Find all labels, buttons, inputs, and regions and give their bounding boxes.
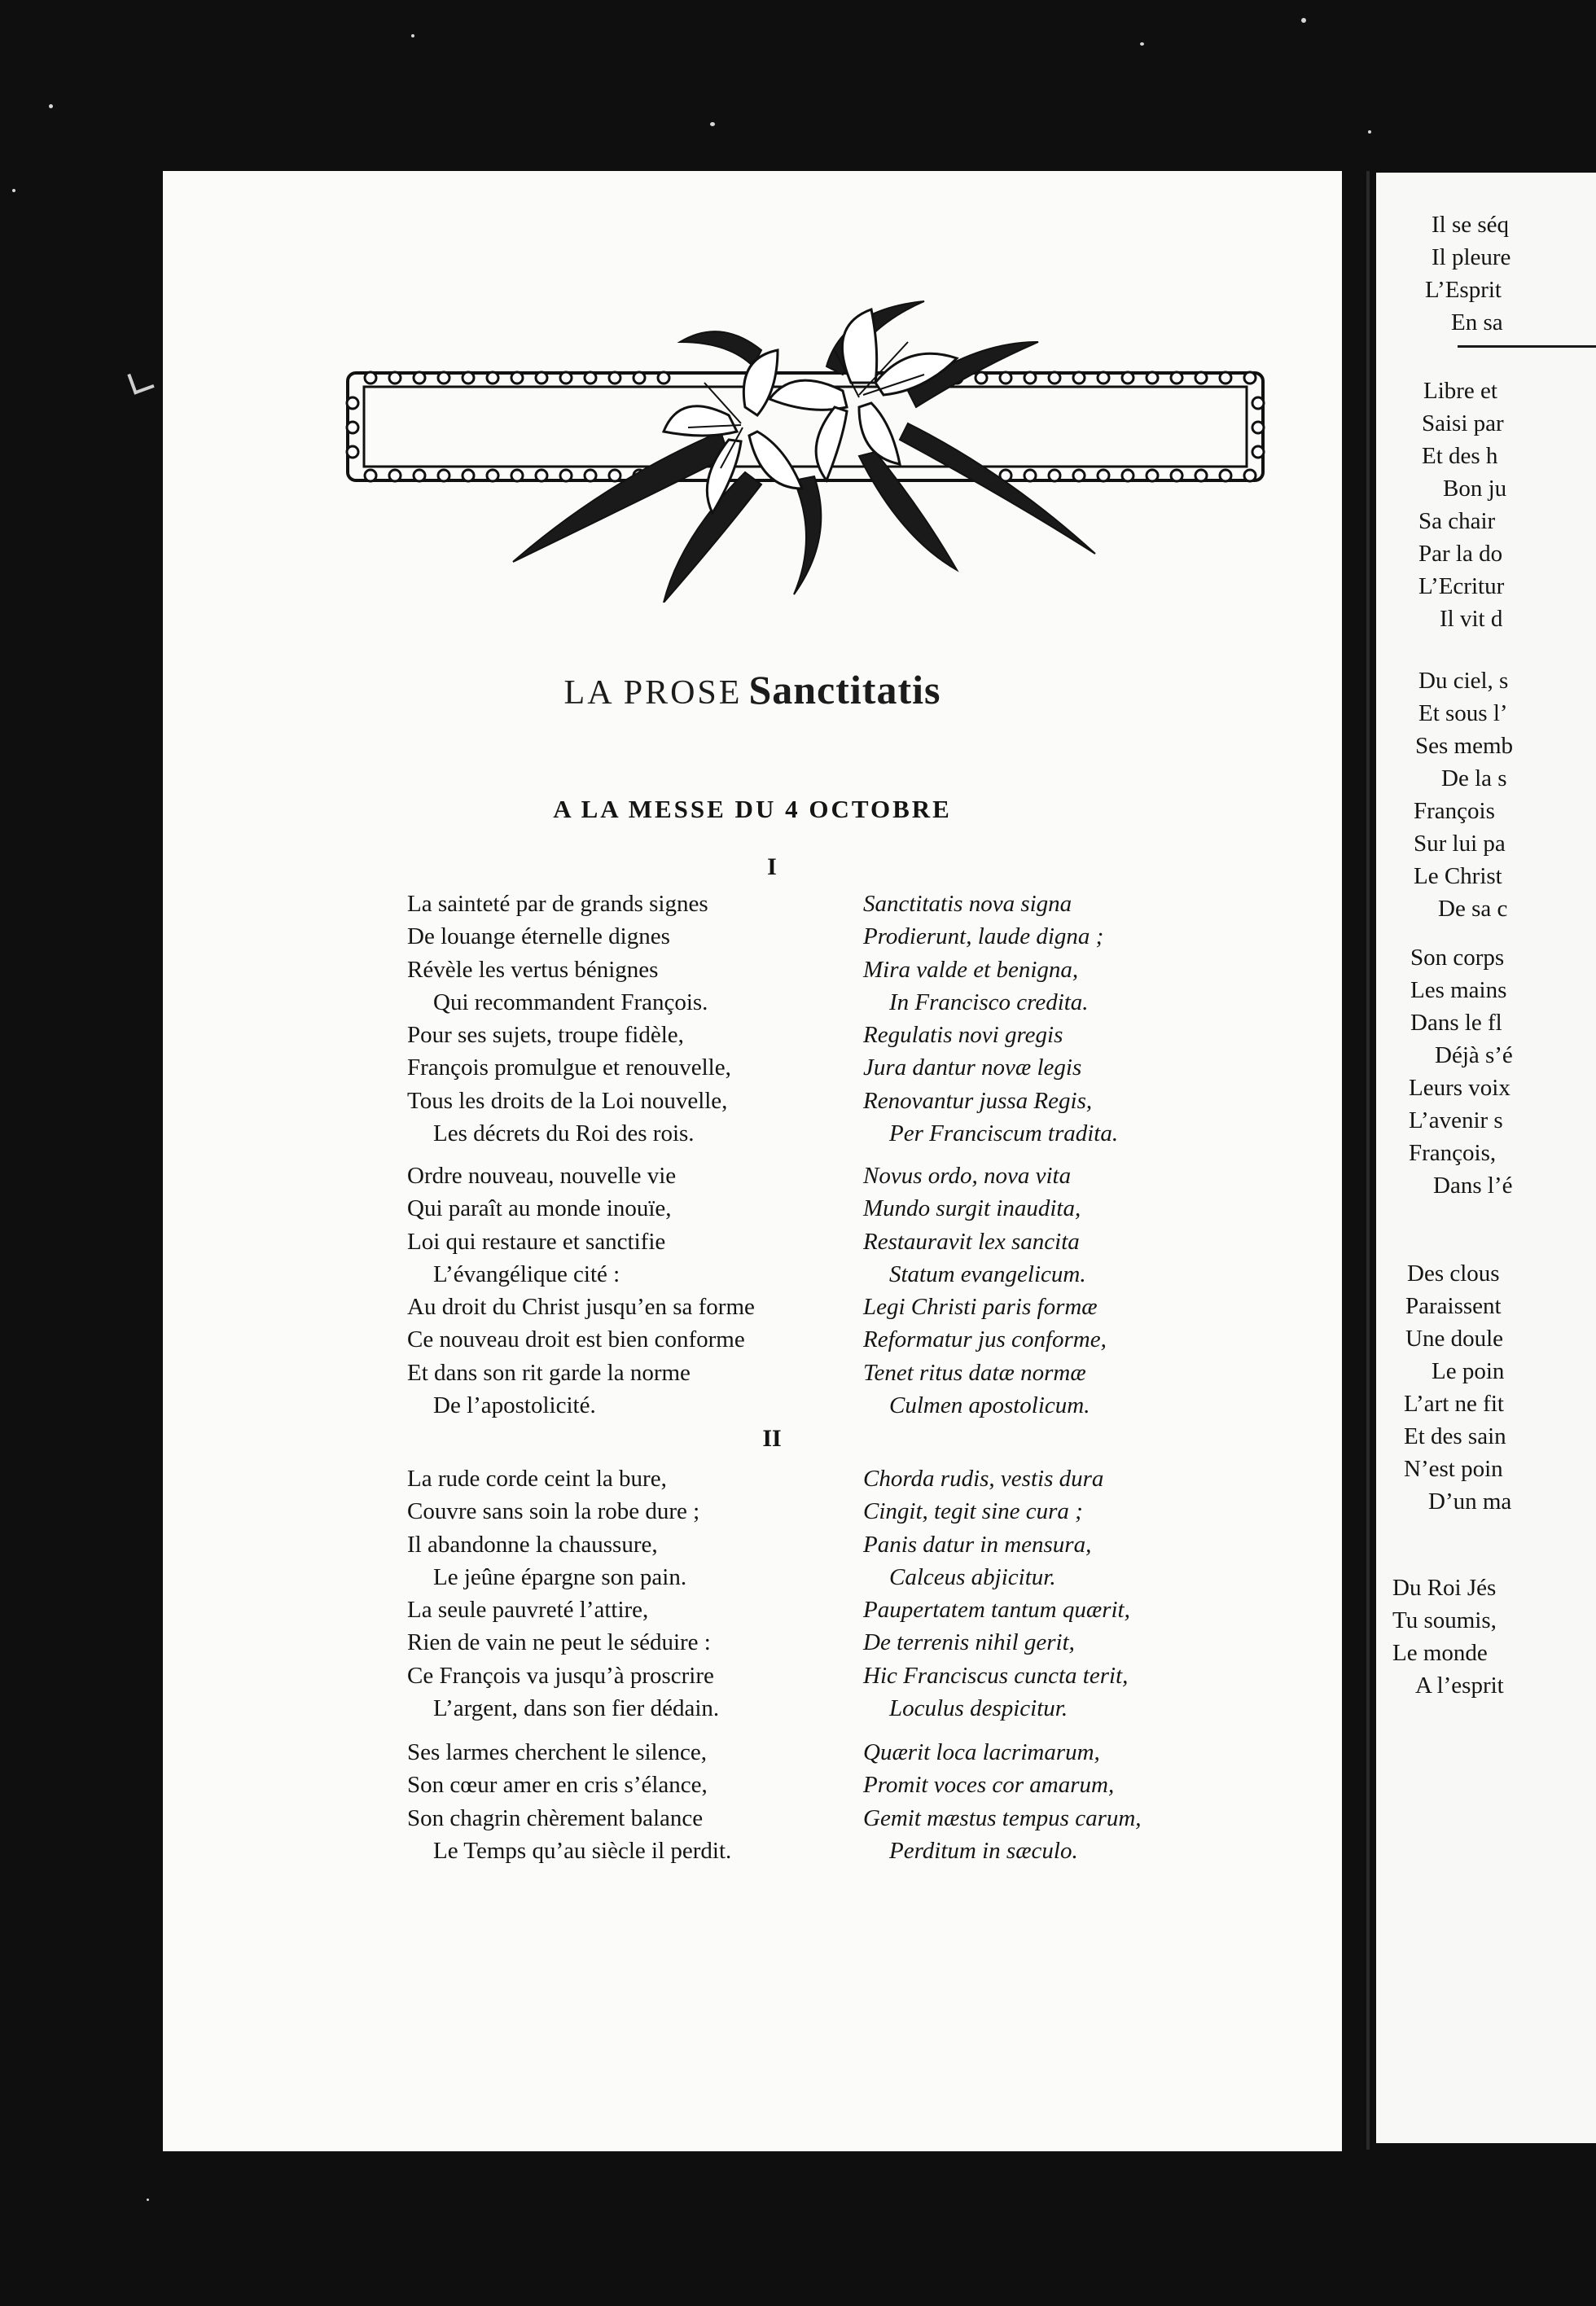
verse-line bbox=[407, 1659, 1319, 1692]
verse-line bbox=[407, 1258, 1319, 1291]
right-page-line: Dans l’é bbox=[1433, 1173, 1513, 1199]
right-page-line: Les mains bbox=[1410, 977, 1507, 1003]
latin-verse: De terrenis nihil gerit, bbox=[863, 1629, 1075, 1656]
right-page-line: Tu soumis, bbox=[1392, 1607, 1497, 1633]
right-page-line: Du Roi Jés bbox=[1392, 1575, 1497, 1601]
french-verse: Pour ses sujets, troupe fidèle, bbox=[407, 1022, 684, 1049]
right-page-line: Déjà s’é bbox=[1435, 1042, 1513, 1068]
verse-line bbox=[407, 1561, 1319, 1594]
latin-verse: Hic Franciscus cuncta terit, bbox=[863, 1662, 1129, 1689]
prose-subtitle: A LA MESSE DU 4 OCTOBRE bbox=[553, 795, 952, 823]
dust-speck bbox=[49, 104, 53, 108]
french-verse: De louange éternelle dignes bbox=[407, 923, 670, 950]
right-page-line: L’Ecritur bbox=[1418, 573, 1505, 599]
verse-line bbox=[407, 1051, 1319, 1084]
right-page-line: Leurs voix bbox=[1409, 1075, 1510, 1101]
verse-line bbox=[407, 1389, 1319, 1422]
right-page-line: A l’esprit bbox=[1415, 1673, 1504, 1699]
right-page-line: N’est poin bbox=[1404, 1456, 1503, 1482]
french-verse: Les décrets du Roi des rois. bbox=[433, 1120, 695, 1147]
verse-line bbox=[407, 1692, 1319, 1725]
latin-verse: Perditum in sæculo. bbox=[889, 1837, 1078, 1864]
right-page-line: De la s bbox=[1441, 765, 1507, 791]
latin-verse: Calceus abjicitur. bbox=[889, 1563, 1056, 1590]
stanza-3 bbox=[407, 1462, 1319, 1725]
french-verse: Ordre nouveau, nouvelle vie bbox=[407, 1163, 677, 1189]
verse-line bbox=[407, 1802, 1319, 1835]
french-verse: De l’apostolicité. bbox=[433, 1392, 596, 1419]
latin-verse: In Francisco credita. bbox=[889, 989, 1089, 1015]
latin-verse: Restauravit lex sancita bbox=[863, 1228, 1080, 1255]
right-page-line: L’art ne fit bbox=[1404, 1391, 1504, 1417]
verse-line bbox=[407, 1462, 1319, 1495]
stanza-2 bbox=[407, 1160, 1319, 1422]
scan-mark bbox=[127, 367, 154, 394]
right-page-line: Le poin bbox=[1432, 1358, 1505, 1384]
french-verse: Qui recommandent François. bbox=[433, 989, 708, 1015]
french-verse: Loi qui restaure et sanctifie bbox=[407, 1228, 666, 1255]
verse-line bbox=[407, 920, 1319, 953]
verse-line bbox=[407, 1225, 1319, 1258]
section-number-1: I bbox=[767, 853, 777, 880]
dust-speck bbox=[147, 2199, 149, 2201]
title-plain: LA PROSE bbox=[563, 674, 743, 712]
right-page-line: En sa bbox=[1451, 309, 1503, 335]
latin-verse: Statum evangelicum. bbox=[889, 1260, 1086, 1287]
french-verse: Rien de vain ne peut le séduire : bbox=[407, 1629, 711, 1656]
french-verse: Couvre sans soin la robe dure ; bbox=[407, 1498, 700, 1525]
french-verse: La sainteté par de grands signes bbox=[407, 891, 708, 917]
floral-banner-ornament bbox=[338, 293, 1274, 603]
latin-verse: Panis datur in mensura, bbox=[863, 1531, 1092, 1558]
left-page bbox=[163, 171, 1342, 2151]
right-page-line: Et des h bbox=[1422, 443, 1498, 469]
dust-speck bbox=[12, 189, 15, 192]
prose-title bbox=[163, 666, 1342, 713]
right-page-line: Il pleure bbox=[1432, 244, 1511, 270]
right-page-line: Il se séq bbox=[1432, 212, 1510, 238]
french-verse: Tous les droits de la Loi nouvelle, bbox=[407, 1087, 728, 1114]
french-verse: François promulgue et renouvelle, bbox=[407, 1054, 731, 1081]
right-page-line: Et des sain bbox=[1404, 1423, 1506, 1449]
french-verse: La seule pauvreté l’attire, bbox=[407, 1597, 649, 1624]
latin-verse: Legi Christi paris formæ bbox=[863, 1294, 1098, 1321]
verse-line bbox=[407, 1085, 1319, 1117]
right-page-line: Une doule bbox=[1405, 1326, 1503, 1352]
right-page-line: Saisi par bbox=[1422, 410, 1504, 436]
french-verse: Son cœur amer en cris s’élance, bbox=[407, 1772, 708, 1799]
latin-verse: Reformatur jus conforme, bbox=[863, 1326, 1107, 1353]
french-verse: Le jeûne épargne son pain. bbox=[433, 1563, 687, 1590]
french-verse: Ce nouveau droit est bien conforme bbox=[407, 1326, 745, 1353]
french-verse: L’évangélique cité : bbox=[433, 1260, 620, 1287]
latin-verse: Renovantur jussa Regis, bbox=[863, 1087, 1093, 1114]
right-page-line: Son corps bbox=[1410, 945, 1505, 971]
right-page-line: L’Esprit bbox=[1425, 277, 1502, 303]
right-page-line: Par la do bbox=[1418, 541, 1503, 567]
latin-verse: Prodierunt, laude digna ; bbox=[863, 923, 1104, 950]
dust-speck bbox=[1301, 18, 1306, 23]
right-page-line: L’avenir s bbox=[1409, 1107, 1503, 1133]
latin-verse: Regulatis novi gregis bbox=[863, 1022, 1063, 1049]
stanza-1 bbox=[407, 888, 1319, 1150]
latin-verse: Promit voces cor amarum, bbox=[863, 1772, 1115, 1799]
verse-line bbox=[407, 1357, 1319, 1389]
dust-speck bbox=[710, 122, 715, 126]
latin-verse: Cingit, tegit sine cura ; bbox=[863, 1498, 1083, 1525]
verse-line bbox=[407, 1160, 1319, 1192]
verse-line bbox=[407, 888, 1319, 920]
verse-line bbox=[407, 1019, 1319, 1051]
french-verse: Qui paraît au monde inouïe, bbox=[407, 1195, 672, 1222]
dust-speck bbox=[1140, 42, 1144, 46]
right-page-line: Sa chair bbox=[1418, 508, 1496, 534]
right-page-line: Le Christ bbox=[1414, 863, 1502, 889]
right-page-line: Paraissent bbox=[1405, 1293, 1502, 1319]
verse-line bbox=[407, 1291, 1319, 1323]
dust-speck bbox=[411, 34, 414, 37]
page-gutter bbox=[1366, 171, 1370, 2150]
latin-verse: Mira valde et benigna, bbox=[863, 956, 1079, 983]
right-page-line: Du ciel, s bbox=[1418, 668, 1509, 694]
latin-verse: Novus ordo, nova vita bbox=[863, 1163, 1072, 1189]
title-blackletter: Sanctitatis bbox=[748, 667, 941, 712]
right-page-line: Et sous l’ bbox=[1418, 700, 1508, 726]
french-verse: L’argent, dans son fier dédain. bbox=[433, 1695, 720, 1722]
right-page-line: Des clous bbox=[1407, 1260, 1500, 1287]
verse-line bbox=[407, 1323, 1319, 1356]
verse-line bbox=[407, 1495, 1319, 1528]
latin-verse: Tenet ritus datæ normæ bbox=[863, 1359, 1086, 1386]
verse-line bbox=[407, 1769, 1319, 1801]
latin-verse: Culmen apostolicum. bbox=[889, 1392, 1090, 1419]
verse-line bbox=[407, 954, 1319, 986]
verse-line bbox=[407, 1626, 1319, 1659]
right-page-line: Libre et bbox=[1423, 378, 1497, 404]
right-page-line: Dans le fl bbox=[1410, 1010, 1502, 1036]
right-page-line: François, bbox=[1409, 1140, 1497, 1166]
latin-verse: Chorda rudis, vestis dura bbox=[863, 1466, 1104, 1492]
right-page-line: Sur lui pa bbox=[1414, 831, 1506, 857]
verse-line bbox=[407, 1528, 1319, 1561]
french-verse: Ses larmes cherchent le silence, bbox=[407, 1739, 707, 1765]
french-verse: Le Temps qu’au siècle il perdit. bbox=[433, 1837, 732, 1864]
right-page-line: Il vit d bbox=[1440, 606, 1503, 632]
latin-verse: Mundo surgit inaudita, bbox=[863, 1195, 1081, 1222]
verse-line bbox=[407, 1117, 1319, 1150]
right-page-line: Ses memb bbox=[1415, 733, 1514, 759]
latin-verse: Gemit mæstus tempus carum, bbox=[863, 1804, 1142, 1831]
right-page-line: De sa c bbox=[1438, 896, 1508, 922]
latin-verse: Quærit loca lacrimarum, bbox=[863, 1739, 1100, 1765]
verse-line bbox=[407, 1736, 1319, 1769]
right-page bbox=[1376, 173, 1596, 2143]
latin-verse: Jura dantur novæ legis bbox=[863, 1054, 1082, 1081]
verse-line bbox=[407, 1594, 1319, 1626]
french-verse: Il abandonne la chaussure, bbox=[407, 1531, 658, 1558]
verse-line bbox=[407, 1835, 1319, 1867]
dust-speck bbox=[1368, 130, 1371, 134]
latin-verse: Loculus despicitur. bbox=[889, 1695, 1068, 1722]
french-verse: Et dans son rit garde la norme bbox=[407, 1359, 691, 1386]
verse-line bbox=[407, 1192, 1319, 1225]
stanza-4 bbox=[407, 1736, 1319, 1867]
right-page-line: Le monde bbox=[1392, 1640, 1488, 1666]
french-verse: Révèle les vertus bénignes bbox=[407, 956, 659, 983]
right-page-line: François bbox=[1414, 798, 1495, 824]
right-page-line: D’un ma bbox=[1428, 1488, 1512, 1515]
french-verse: Au droit du Christ jusqu’en sa forme bbox=[407, 1294, 755, 1321]
latin-verse: Per Franciscum tradita. bbox=[889, 1120, 1119, 1147]
header-rule bbox=[1458, 345, 1596, 348]
section-number-2: II bbox=[762, 1425, 782, 1452]
right-page-line: Bon ju bbox=[1443, 476, 1507, 502]
french-verse: Son chagrin chèrement balance bbox=[407, 1804, 704, 1831]
latin-verse: Sanctitatis nova signa bbox=[863, 891, 1072, 917]
verse-line bbox=[407, 986, 1319, 1019]
french-verse: La rude corde ceint la bure, bbox=[407, 1466, 667, 1492]
french-verse: Ce François va jusqu’à proscrire bbox=[407, 1662, 714, 1689]
latin-verse: Paupertatem tantum quærit, bbox=[863, 1597, 1130, 1624]
